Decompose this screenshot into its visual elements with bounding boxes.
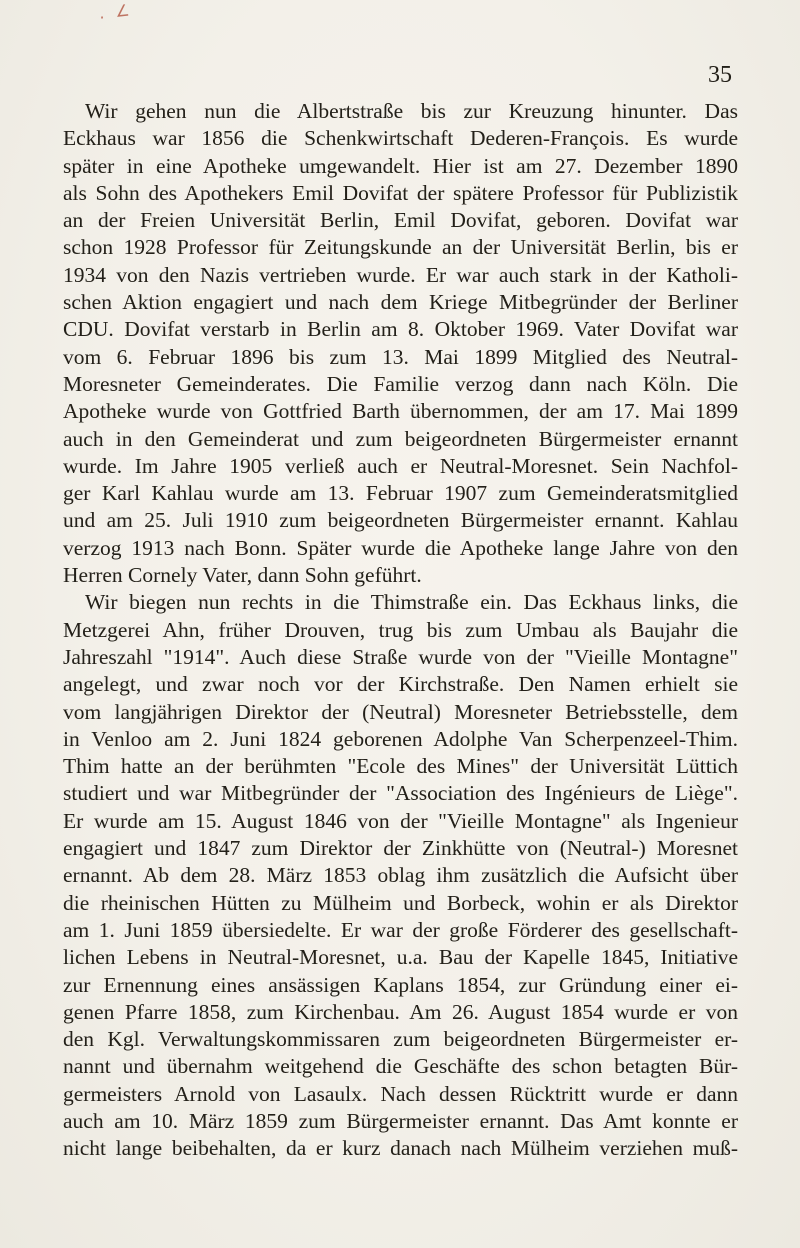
paragraph [63,98,738,589]
text-line: am 1. Juni 1859 übersiedelte. Er war der große Förderer des gesellschaft- [63,917,738,942]
text-line: genen Pfarre 1858, zum Kirchenbau. Am 26. August 1854 wurde er von [63,999,738,1024]
text-line: schon 1928 Professor für Zeitungskunde an der Universität Berlin, bis er [63,235,738,260]
text-line: schen Aktion engagiert und nach dem Kriege Mitbegründer der Berliner [63,290,738,315]
text-line: lichen Lebens in Neutral-Moresnet, u.a. Bau der Kapelle 1845, Initiative [63,945,738,970]
text-line: engagiert und 1847 zum Direktor der Zinkhütte von (Neutral-) Moresnet [63,836,738,861]
text-line: germeisters Arnold von Lasaulx. Nach dessen Rücktritt wurde er dann [63,1081,738,1106]
page-number: 35 [708,62,732,88]
text-line: Thim hatte an der berühmten "Ecole des Mines" der Universität Lüttich [63,754,738,779]
handwritten-annotation-mark: . ∠ [98,0,134,23]
text-line: ger Karl Kahlau wurde am 13. Februar 1907 zum Gemeinderatsmitglied [63,481,738,506]
text-line: später in eine Apotheke umgewandelt. Hier ist am 27. Dezember 1890 [63,153,738,178]
text-line: und am 25. Juli 1910 zum beigeordneten Bürgermeister ernannt. Kahlau [63,508,738,533]
text-line: die rheinischen Hütten zu Mülheim und Borbeck, wohin er als Direktor [63,890,738,915]
text-line: CDU. Dovifat verstarb in Berlin am 8. Oktober 1969. Vater Dovifat war [63,317,738,342]
text-line: ernannt. Ab dem 28. März 1853 oblag ihm zusätzlich die Aufsicht über [63,863,738,888]
text-line: studiert und war Mitbegründer der "Association des Ingénieurs de Liège". [63,781,738,806]
text-line: wurde. Im Jahre 1905 verließ auch er Neutral-Moresnet. Sein Nachfol- [63,453,738,478]
text-line: auch in den Gemeinderat und zum beigeordneten Bürgermeister ernannt [63,426,738,451]
text-line: den Kgl. Verwaltungskommissaren zum beigeordneten Bürgermeister er- [63,1027,738,1052]
body-text [63,98,738,1163]
text-line: angelegt, und zwar noch vor der Kirchstraße. Den Namen erhielt sie [63,672,738,697]
text-line: verzog 1913 nach Bonn. Später wurde die Apotheke lange Jahre von den [63,535,738,560]
text-line: vom 6. Februar 1896 bis zum 13. Mai 1899 Mitglied des Neutral- [63,344,738,369]
text-line: an der Freien Universität Berlin, Emil Dovifat, geboren. Dovifat war [63,208,738,233]
text-line: Metzgerei Ahn, früher Drouven, trug bis zum Umbau als Baujahr die [63,617,738,642]
paragraph [63,589,738,1162]
text-line: Er wurde am 15. August 1846 von der "Vieille Montagne" als Ingenieur [63,808,738,833]
text-line: Herren Cornely Vater, dann Sohn geführt. [63,563,422,588]
text-line: auch am 10. März 1859 zum Bürgermeister ernannt. Das Amt konnte er [63,1108,738,1133]
text-line: 1934 von den Nazis vertrieben wurde. Er war auch stark in der Katholi- [63,262,738,287]
text-line: nannt und übernahm weitgehend die Geschäfte des schon betagten Bür- [63,1054,738,1079]
text-line: Wir gehen nun die Albertstraße bis zur Kreuzung hinunter. Das [85,99,738,123]
text-line: in Venloo am 2. Juni 1824 geborenen Adolphe Van Scherpenzeel-Thim. [63,726,738,751]
text-line: vom langjährigen Direktor der (Neutral) Moresneter Betriebsstelle, dem [63,699,738,724]
text-line: Apotheke wurde von Gottfried Barth übernommen, der am 17. Mai 1899 [63,399,738,424]
text-line: Jahreszahl "1914". Auch diese Straße wurde von der "Vieille Montagne" [63,644,738,669]
text-line: zur Ernennung eines ansässigen Kaplans 1854, zur Gründung einer ei- [63,972,738,997]
text-line: Eckhaus war 1856 die Schenkwirtschaft Dederen-François. Es wurde [63,126,738,151]
text-line: Wir biegen nun rechts in die Thimstraße ein. Das Eckhaus links, die [85,590,738,615]
text-line: nicht lange beibehalten, da er kurz danach nach Mülheim verziehen muß- [63,1136,738,1161]
text-line: Moresneter Gemeinderates. Die Familie verzog dann nach Köln. Die [63,371,738,396]
text-line: als Sohn des Apothekers Emil Dovifat der spätere Professor für Publizistik [63,180,738,205]
